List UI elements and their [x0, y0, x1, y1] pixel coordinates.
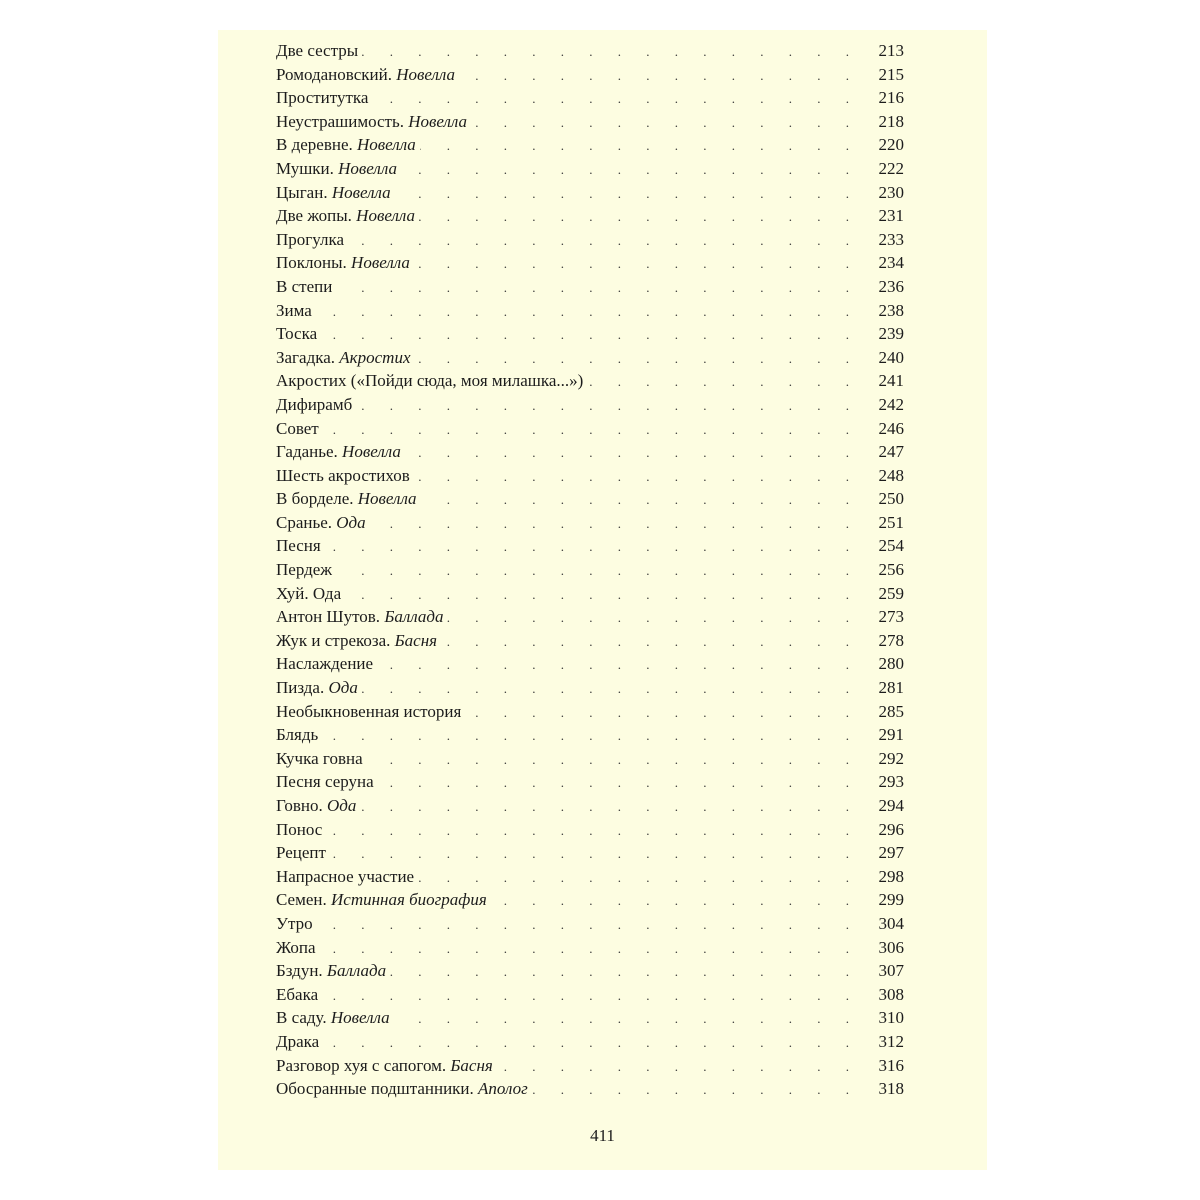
- toc-entry-title: [276, 393, 356, 417]
- toc-entry-genre: Ода: [328, 678, 358, 698]
- toc-entry-title: [276, 983, 322, 1007]
- dot-leader: [459, 64, 860, 88]
- toc-entry: [276, 181, 904, 205]
- toc-entry-page: 292: [878, 748, 904, 768]
- toc-entry: [276, 63, 904, 87]
- toc-entry-main-title: В саду.: [276, 1008, 327, 1028]
- toc-entry-main-title: Прогулка: [276, 229, 345, 249]
- table-of-contents: [276, 39, 904, 1101]
- toc-entry-page: 254: [878, 536, 904, 556]
- toc-entry-main-title: Кучка говна: [276, 748, 363, 768]
- toc-entry-main-title: Семен.: [276, 890, 327, 910]
- dot-leader: [414, 252, 860, 276]
- toc-entry-page: 299: [878, 890, 904, 910]
- toc-entry-main-title: Гаданье.: [276, 442, 338, 462]
- toc-entry-title: [276, 582, 345, 606]
- toc-entry: [276, 464, 904, 488]
- toc-entry-main-title: Жук и стрекоза.: [276, 630, 391, 650]
- toc-entry-title: [276, 676, 362, 700]
- toc-entry-title: [276, 1030, 323, 1054]
- toc-entry-main-title: В борделе.: [276, 489, 354, 509]
- toc-entry-genre: Акростих: [339, 347, 411, 367]
- toc-entry-page: 247: [878, 442, 904, 462]
- dot-leader: [348, 229, 860, 253]
- toc-entry-genre: Новелла: [330, 1008, 390, 1028]
- toc-entry-page: 318: [878, 1079, 904, 1099]
- toc-entry-title: [276, 534, 325, 558]
- toc-entry: [276, 440, 904, 464]
- toc-entry: [276, 393, 904, 417]
- toc-entry-page: 308: [878, 984, 904, 1004]
- toc-entry-title: [276, 110, 471, 134]
- dot-leader: [372, 87, 860, 111]
- toc-entry-page: 236: [878, 276, 904, 296]
- dot-leader: [401, 158, 860, 182]
- toc-entry-main-title: Бздун.: [276, 961, 323, 981]
- dot-leader: [587, 370, 860, 394]
- toc-entry-page: 291: [878, 725, 904, 745]
- dot-leader: [465, 701, 860, 725]
- toc-entry-main-title: Рецепт: [276, 843, 326, 863]
- toc-entry-main-title: Драка: [276, 1031, 320, 1051]
- toc-entry-main-title: Обосранные подштанники.: [276, 1079, 474, 1099]
- toc-entry-main-title: Необыкновенная история: [276, 701, 462, 721]
- toc-entry-title: [276, 487, 421, 511]
- toc-entry-title: [276, 86, 372, 110]
- toc-entry-title: [276, 511, 370, 535]
- dot-leader: [362, 677, 860, 701]
- dot-leader: [414, 465, 860, 489]
- toc-entry-main-title: В степи: [276, 276, 333, 296]
- toc-entry: [276, 700, 904, 724]
- toc-entry: [276, 770, 904, 794]
- toc-entry-main-title: Понос: [276, 819, 323, 839]
- toc-entry: [276, 204, 904, 228]
- toc-entry-title: [276, 63, 459, 87]
- toc-entry: [276, 747, 904, 771]
- toc-entry-genre: Новелла: [408, 111, 468, 131]
- toc-entry-page: 310: [878, 1008, 904, 1028]
- toc-entry-title: [276, 299, 316, 323]
- toc-entry: [276, 417, 904, 441]
- toc-entry-title: [276, 558, 336, 582]
- dot-leader: [491, 889, 860, 913]
- toc-entry-genre: Баллада: [326, 961, 387, 981]
- toc-entry-title: [276, 794, 360, 818]
- dot-leader: [322, 984, 860, 1008]
- toc-entry: [276, 487, 904, 511]
- toc-entry: [276, 818, 904, 842]
- toc-entry-title: [276, 936, 320, 960]
- toc-entry-page: 230: [878, 182, 904, 202]
- toc-entry-page: 218: [878, 111, 904, 131]
- toc-entry: [276, 251, 904, 275]
- toc-entry-page: 251: [878, 512, 904, 532]
- dot-leader: [362, 40, 860, 64]
- dot-leader: [419, 205, 860, 229]
- page-number: 411: [590, 1126, 615, 1145]
- toc-entry-page: 256: [878, 560, 904, 580]
- toc-entry: [276, 865, 904, 889]
- toc-entry: [276, 888, 904, 912]
- toc-entry-genre: Новелла: [356, 206, 415, 226]
- toc-entry-genre: Басня: [394, 630, 438, 650]
- toc-entry-page: 250: [878, 489, 904, 509]
- toc-entry-main-title: Пизда.: [276, 678, 325, 698]
- toc-entry-page: 316: [878, 1055, 904, 1075]
- toc-entry-title: [276, 204, 419, 228]
- toc-entry-page: 234: [878, 253, 904, 273]
- dot-leader: [320, 937, 860, 961]
- toc-entry-title: [276, 346, 415, 370]
- dot-leader: [323, 418, 860, 442]
- toc-entry-main-title: Две жопы.: [276, 206, 352, 226]
- dot-leader: [441, 630, 860, 654]
- toc-entry-main-title: Цыган.: [276, 182, 328, 202]
- toc-entry: [276, 841, 904, 865]
- toc-entry-main-title: Блядь: [276, 725, 319, 745]
- toc-entry-title: [276, 275, 336, 299]
- toc-entry-main-title: Ебака: [276, 984, 319, 1004]
- toc-entry: [276, 1054, 904, 1078]
- toc-entry-main-title: Говно.: [276, 796, 323, 815]
- toc-entry: [276, 322, 904, 346]
- toc-entry-main-title: Песня: [276, 536, 321, 556]
- toc-entry-title: [276, 770, 378, 794]
- toc-entry-title: [276, 888, 491, 912]
- dot-leader: [497, 1055, 860, 1079]
- toc-entry-page: 231: [878, 206, 904, 226]
- toc-entry-genre: Новелла: [331, 182, 391, 202]
- toc-entry-main-title: Сранье.: [276, 512, 333, 532]
- toc-entry-page: 215: [878, 64, 904, 84]
- dot-leader: [330, 842, 860, 866]
- toc-entry-genre: Новелла: [351, 253, 410, 273]
- dot-leader: [415, 347, 861, 371]
- toc-entry: [276, 39, 904, 63]
- toc-entry: [276, 723, 904, 747]
- toc-entry-genre: Новелла: [357, 135, 416, 155]
- toc-entry: [276, 86, 904, 110]
- toc-entry-page: 240: [878, 347, 904, 367]
- toc-entry: [276, 1030, 904, 1054]
- dot-leader: [471, 111, 860, 135]
- toc-entry-page: 312: [878, 1031, 904, 1051]
- toc-entry-page: 259: [878, 583, 904, 603]
- toc-entry: [276, 511, 904, 535]
- toc-entry-page: 239: [878, 324, 904, 344]
- dot-leader: [323, 1031, 860, 1055]
- toc-entry-title: [276, 700, 465, 724]
- toc-entry: [276, 346, 904, 370]
- dot-leader: [360, 795, 860, 819]
- toc-entry-genre: Басня: [450, 1055, 493, 1075]
- dot-leader: [418, 866, 860, 890]
- dot-leader: [336, 559, 860, 583]
- dot-leader: [336, 276, 860, 300]
- dot-leader: [421, 488, 860, 512]
- toc-entry-title: [276, 39, 362, 63]
- toc-entry-genre: Новелла: [396, 64, 456, 84]
- toc-entry-title: [276, 1054, 497, 1078]
- toc-entry-title: [276, 959, 390, 983]
- dot-leader: [405, 441, 860, 465]
- toc-entry-main-title: Напрасное участие: [276, 866, 415, 886]
- toc-entry-main-title: Хуй. Ода: [276, 583, 342, 603]
- toc-entry: [276, 1006, 904, 1030]
- toc-entry: [276, 605, 904, 629]
- toc-entry: [276, 629, 904, 653]
- toc-entry-main-title: Песня серуна: [276, 772, 374, 792]
- toc-entry: [276, 228, 904, 252]
- toc-entry: [276, 1077, 904, 1101]
- toc-entry-main-title: Акростих («Пойди сюда, моя милашка...»): [276, 371, 584, 391]
- toc-entry-page: 307: [878, 961, 904, 981]
- dot-leader: [420, 134, 860, 158]
- toc-entry-page: 242: [878, 394, 904, 414]
- toc-entry-title: [276, 605, 447, 629]
- toc-entry-main-title: Наслаждение: [276, 654, 374, 674]
- dot-leader: [326, 819, 860, 843]
- toc-entry: [276, 275, 904, 299]
- toc-entry-page: 278: [878, 630, 904, 650]
- toc-entry-main-title: Тоска: [276, 324, 318, 344]
- toc-entry-main-title: Утро: [276, 913, 313, 933]
- toc-entry-title: [276, 865, 418, 889]
- toc-entry-page: 216: [878, 88, 904, 108]
- toc-entry-page: 298: [878, 866, 904, 886]
- toc-entry-main-title: Загадка.: [276, 347, 336, 367]
- toc-entry-main-title: Ромодановский.: [276, 64, 392, 84]
- toc-entry-page: 241: [878, 371, 904, 391]
- dot-leader: [325, 535, 860, 559]
- toc-entry: [276, 534, 904, 558]
- toc-entry-title: [276, 322, 321, 346]
- toc-entry-genre: Баллада: [384, 607, 444, 627]
- dot-leader: [356, 394, 860, 418]
- dot-leader: [447, 606, 860, 630]
- toc-entry: [276, 299, 904, 323]
- toc-entry: [276, 652, 904, 676]
- toc-entry-main-title: Антон Шутов.: [276, 607, 381, 627]
- dot-leader: [367, 748, 860, 772]
- toc-entry-title: [276, 747, 367, 771]
- toc-entry-genre: Аполог: [478, 1079, 528, 1099]
- toc-entry-genre: Новелла: [338, 158, 397, 178]
- toc-entry-page: 238: [878, 300, 904, 320]
- toc-entry-page: 296: [878, 819, 904, 839]
- toc-entry-main-title: Проститутка: [276, 88, 369, 108]
- toc-entry: [276, 959, 904, 983]
- toc-entry-main-title: В деревне.: [276, 135, 353, 155]
- toc-entry-page: 294: [878, 796, 904, 815]
- toc-entry-title: [276, 912, 317, 936]
- toc-entry-title: [276, 652, 377, 676]
- toc-entry-title: [276, 228, 348, 252]
- toc-entry-main-title: Жопа: [276, 937, 316, 957]
- toc-entry-page: 304: [878, 913, 904, 933]
- dot-leader: [377, 653, 860, 677]
- toc-entry-main-title: Пердеж: [276, 560, 333, 580]
- toc-entry-title: [276, 723, 322, 747]
- toc-entry-genre: Новелла: [342, 442, 401, 462]
- toc-entry: [276, 912, 904, 936]
- toc-entry-main-title: Шесть акростихов: [276, 465, 410, 485]
- dot-leader: [378, 771, 860, 795]
- toc-entry-genre: Новелла: [357, 489, 417, 509]
- toc-entry-main-title: Зима: [276, 300, 312, 320]
- toc-entry-genre: Ода: [326, 796, 357, 815]
- toc-entry-title: [276, 417, 323, 441]
- toc-entry-title: [276, 157, 401, 181]
- toc-entry-title: [276, 251, 414, 275]
- dot-leader: [394, 1007, 860, 1031]
- toc-entry-title: [276, 369, 587, 393]
- toc-entry-page: 306: [878, 937, 904, 957]
- dot-leader: [370, 512, 860, 536]
- toc-entry-main-title: Две сестры: [276, 41, 359, 60]
- toc-entry-page: 273: [878, 607, 904, 627]
- toc-entry: [276, 558, 904, 582]
- toc-entry: [276, 157, 904, 181]
- toc-entry-main-title: Поклоны.: [276, 253, 347, 273]
- toc-entry-page: 246: [878, 418, 904, 438]
- toc-entry: [276, 133, 904, 157]
- toc-entry: [276, 794, 904, 818]
- toc-entry-title: [276, 181, 395, 205]
- toc-entry-title: [276, 1006, 394, 1030]
- toc-entry-page: 297: [878, 843, 904, 863]
- toc-entry-page: 293: [878, 772, 904, 792]
- toc-entry: [276, 676, 904, 700]
- dot-leader: [532, 1078, 860, 1102]
- toc-entry-title: [276, 440, 405, 464]
- toc-entry: [276, 582, 904, 606]
- dot-leader: [395, 182, 860, 206]
- toc-entry-title: [276, 629, 441, 653]
- toc-entry: [276, 369, 904, 393]
- toc-entry-title: [276, 133, 420, 157]
- book-page: [218, 30, 987, 1170]
- dot-leader: [317, 913, 860, 937]
- toc-entry: [276, 936, 904, 960]
- toc-entry-title: [276, 818, 326, 842]
- dot-leader: [316, 300, 860, 324]
- toc-entry-page: 280: [878, 654, 904, 674]
- toc-entry-title: [276, 1077, 532, 1101]
- toc-entry-genre: Ода: [336, 512, 366, 532]
- toc-entry: [276, 110, 904, 134]
- toc-entry-main-title: Дифирамб: [276, 394, 353, 414]
- dot-leader: [321, 323, 860, 347]
- toc-entry: [276, 983, 904, 1007]
- toc-entry-page: 220: [878, 135, 904, 155]
- toc-entry-main-title: Разговор хуя с сапогом.: [276, 1055, 447, 1075]
- dot-leader: [322, 724, 860, 748]
- toc-entry-main-title: Совет: [276, 418, 319, 438]
- toc-entry-page: 213: [878, 41, 904, 60]
- toc-entry-main-title: Неустрашимость.: [276, 111, 404, 131]
- toc-entry-title: [276, 464, 414, 488]
- toc-entry-genre: Истинная биография: [331, 890, 487, 910]
- toc-entry-page: 222: [878, 158, 904, 178]
- toc-entry-page: 281: [878, 678, 904, 698]
- toc-entry-title: [276, 841, 330, 865]
- toc-entry-page: 233: [878, 229, 904, 249]
- toc-entry-main-title: Мушки.: [276, 158, 334, 178]
- toc-entry-page: 248: [878, 465, 904, 485]
- dot-leader: [390, 960, 860, 984]
- dot-leader: [345, 583, 860, 607]
- toc-entry-page: 285: [878, 701, 904, 721]
